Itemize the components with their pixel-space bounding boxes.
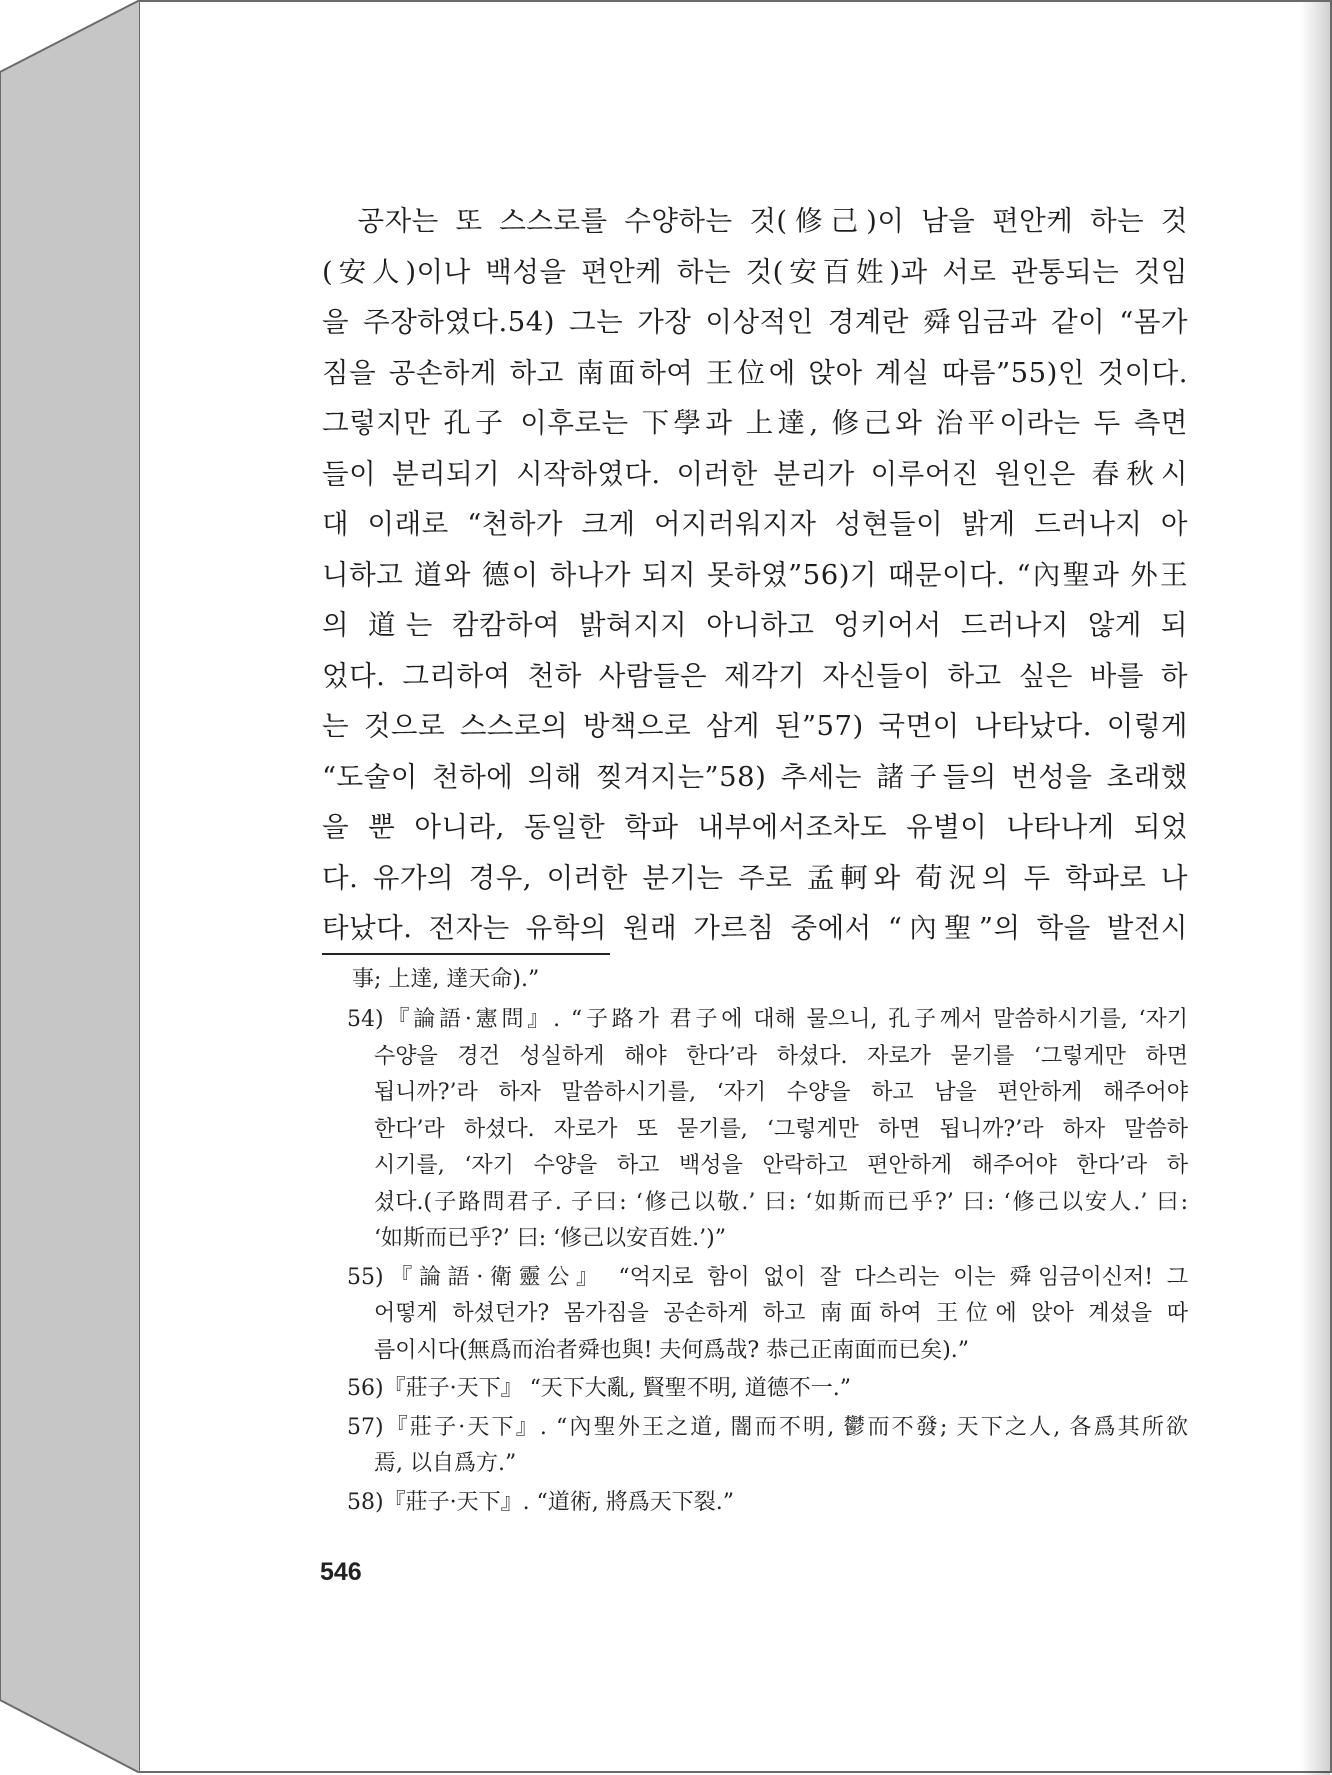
body-line: 의 道는 캄캄하여 밝혀지지 아니하고 엉키어서 드러나지 않게 되 (322, 609, 1188, 641)
body-line: 공자는 또 스스로를 수양하는 것(修己)이 남을 편안케 하는 것 (322, 205, 1188, 237)
footnote-line: 58)『莊子·天下』. “道術, 將爲天下裂.” (347, 1489, 735, 1515)
body-line: (安人)이나 백성을 편안케 하는 것(安百姓)과 서로 관통되는 것임 (322, 255, 1188, 288)
body-line: “도술이 천하에 의해 찢겨지는”58) 추세는 諸子들의 번성을 초래했 (322, 760, 1188, 793)
footnote-line: 한다’라 하셨다. 자로가 또 묻기를, ‘그렇게만 하면 됩니까?’라 하자 말씀하 (374, 1116, 1188, 1142)
body-line: 을 뿐 아니라, 동일한 학파 내부에서조차도 유별이 나타나게 되었 (322, 811, 1188, 843)
footnotes (322, 960, 1188, 1521)
footnote-line: 됩니까?’라 하자 말씀하시기를, ‘자기 수양을 하고 남을 편안하게 해주어야 (374, 1080, 1188, 1105)
body-line: 타났다. 전자는 유학의 원래 가르침 중에서 “內聖”의 학을 발전시 (322, 912, 1188, 944)
body-line: 었다. 그리하여 천하 사람들은 제각기 자신들이 하고 싶은 바를 하 (322, 659, 1188, 692)
footnote-55 (322, 1260, 1188, 1370)
footnote-58 (322, 1485, 1188, 1522)
footnote-line: 셨다.(子路問君子. 子曰: ‘修己以敬.’ 曰: ‘如斯而已乎?’ 曰: ‘修己以安人.’ 曰: (374, 1189, 1188, 1215)
footnote-line: 어떻게 하셨던가? 몸가짐을 공손하게 하고 南面하여 王位에 앉아 계셨을 따 (374, 1301, 1188, 1326)
body-line: 다. 유가의 경우, 이러한 분기는 주로 孟軻와 荀況의 두 학파로 나 (322, 861, 1188, 894)
footnote-line: 55)『論語·衛靈公』 “억지로 함이 없이 잘 다스리는 이는 舜임금이신저! 그 (347, 1264, 1188, 1290)
footnote-line: 54)『論語·憲問』. “子路가 君子에 대해 물으니, 孔子께서 말씀하시기를, ‘자기 (347, 1007, 1188, 1032)
footnote-line: 름이시다(無爲而治者舜也與! 夫何爲哉? 恭己正南面而已矣).” (374, 1337, 970, 1363)
footnote-line: 焉, 以自爲方.” (374, 1451, 517, 1476)
body-line: 그렇지만 孔子 이후로는 下學과 上達, 修己와 治平이라는 두 측면 (322, 407, 1188, 439)
page-edge-shadow (1300, 2, 1330, 1775)
main-body-text (322, 196, 1188, 954)
footnote-divider (322, 953, 610, 955)
footnote-line: 56)『莊子·天下』 “天下大亂, 賢聖不明, 道德不一.” (347, 1376, 852, 1401)
footnote-line: ‘如斯而已乎?’ 曰: ‘修己以安百姓.’)” (374, 1226, 726, 1251)
footnote-56 (322, 1371, 1188, 1408)
footnote-line: 57)『莊子·天下』. “內聖外王之道, 闇而不明, 鬱而不發; 天下之人, 各爲其所欲 (347, 1414, 1188, 1440)
body-line: 짐을 공손하게 하고 南面하여 王位에 앉아 계실 따름”55)인 것이다. (322, 356, 1188, 389)
footnote-line: 시기를, ‘자기 수양을 하고 백성을 안락하고 편안하게 해주어야 한다’라 하 (374, 1153, 1188, 1178)
body-line: 을 주장하였다.54) 그는 가장 이상적인 경계란 舜임금과 같이 “몸가 (322, 306, 1188, 338)
footnote-line: 수양을 경건 성실하게 해야 한다’라 하셨다. 자로가 묻기를 ‘그렇게만 하면 (374, 1043, 1188, 1069)
body-line: 니하고 道와 德이 하나가 되지 못하였”56)기 때문이다. “內聖과 外王 (322, 558, 1188, 591)
body-line: 는 것으로 스스로의 방책으로 삼게 된”57) 국면이 나타났다. 이렇게 (322, 710, 1188, 742)
footnote-54 (322, 1002, 1188, 1258)
footnote-57 (322, 1410, 1188, 1483)
page-number: 546 (320, 1558, 362, 1586)
body-line: 대 이래로 “천하가 크게 어지러워지자 성현들이 밝게 드러나지 아 (322, 508, 1188, 540)
body-line: 들이 분리되기 시작하였다. 이러한 분리가 이루어진 원인은 春秋시 (322, 457, 1188, 490)
footnote-continuation: 事; 上達, 達天命).” (352, 967, 540, 992)
